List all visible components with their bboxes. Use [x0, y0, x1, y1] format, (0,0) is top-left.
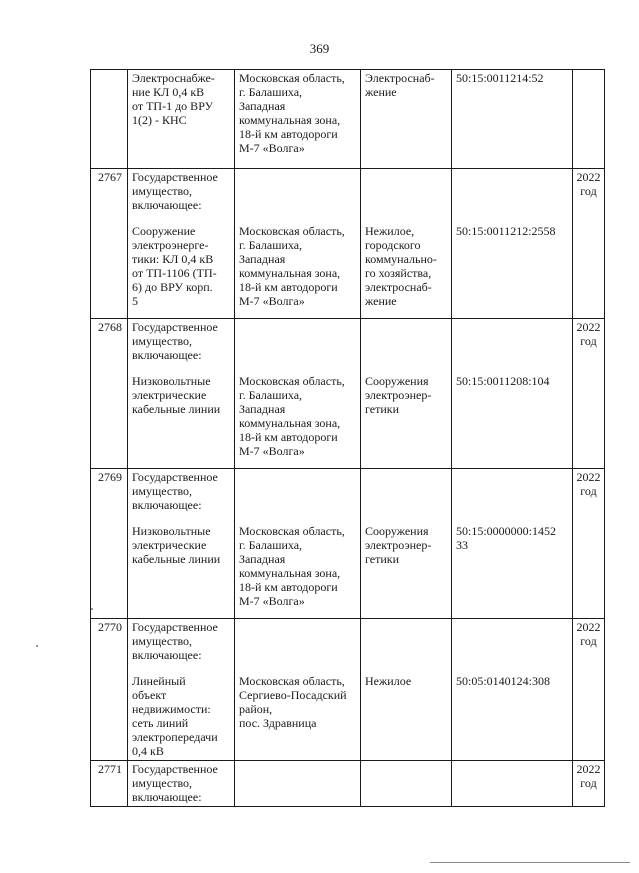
group-header: [132, 762, 230, 804]
object-name: [132, 374, 230, 416]
text-line: 1(2) - КНС: [132, 113, 187, 127]
page-number: 369: [309, 41, 330, 56]
text-line: включающее:: [132, 198, 202, 212]
purpose-cell: [361, 469, 452, 619]
object-name-cell: [128, 761, 235, 807]
text-line: коммунальная зона,: [239, 416, 341, 430]
scan-speck: [36, 645, 38, 647]
text-line: объект: [132, 688, 167, 702]
text-line: имущество,: [132, 484, 193, 498]
text-line: имущество,: [132, 334, 193, 348]
text-line: жение: [365, 294, 397, 308]
object-name-cell: [128, 169, 235, 319]
text-line: район,: [239, 702, 273, 716]
address-cell: [235, 761, 361, 807]
text-line: сеть линий: [132, 716, 189, 730]
text-line: гетики: [365, 402, 400, 416]
text-line: электроснаб-: [365, 280, 432, 294]
text-line: кабельные линии: [132, 402, 221, 416]
row-number-cell: 2768: [91, 319, 128, 469]
text-line: кабельные линии: [132, 552, 221, 566]
object-name: [132, 524, 230, 566]
cadastral-number-cell: [452, 319, 573, 469]
text-line: 5: [132, 294, 138, 308]
text-line: г. Балашиха,: [239, 85, 303, 99]
address-cell: [235, 169, 361, 319]
object-name-cell: [128, 469, 235, 619]
purpose-cell: [361, 70, 452, 169]
text-line: Московская область,: [239, 224, 345, 238]
text-line: электрические: [132, 538, 207, 552]
text-line: пос. Здравница: [239, 716, 317, 730]
text-line: М-7 «Волга»: [239, 294, 305, 308]
text-line: 2022: [576, 620, 601, 634]
address-cell: [235, 70, 361, 169]
group-header: [132, 170, 230, 212]
scan-edge-line: [430, 862, 630, 863]
text-line: Государственное: [132, 470, 218, 484]
text-line: М-7 «Волга»: [239, 444, 305, 458]
table-row: [91, 469, 605, 619]
text-line: коммунальная зона,: [239, 566, 341, 580]
object-name: [132, 224, 230, 308]
text-line: Западная: [239, 99, 286, 113]
year-cell: [573, 761, 605, 807]
text-line: Электроснабже-: [132, 71, 215, 85]
text-line: год: [580, 634, 597, 648]
text-line: г. Балашиха,: [239, 388, 303, 402]
text-line: Московская область,: [239, 674, 345, 688]
text-line: 18-й км автодороги: [239, 127, 338, 141]
text-line: Государственное: [132, 320, 218, 334]
text-line: включающее:: [132, 348, 202, 362]
text-line: год: [580, 334, 597, 348]
text-line: М-7 «Волга»: [239, 594, 305, 608]
purpose-cell: [361, 619, 452, 761]
text-line: электропередачи: [132, 730, 218, 744]
text-line: коммунально-: [365, 252, 437, 266]
text-line: Московская область,: [239, 374, 345, 388]
text-line: М-7 «Волга»: [239, 141, 305, 155]
text-line: гетики: [365, 552, 400, 566]
year-cell: [573, 619, 605, 761]
text-line: электрические: [132, 388, 207, 402]
property-registry-table: [90, 69, 605, 807]
object-name: [132, 674, 230, 758]
text-line: включающее:: [132, 790, 202, 804]
text-line: 2022: [576, 170, 601, 184]
text-line: 50:15:0011212:2558: [456, 224, 556, 238]
text-line: городского: [365, 238, 421, 252]
text-line: Электроснаб-: [365, 71, 435, 85]
group-header: [132, 620, 230, 662]
text-line: го хозяйства,: [365, 266, 432, 280]
text-line: 50:15:0000000:1452: [456, 524, 557, 538]
text-line: Нежилое: [365, 674, 412, 688]
cadastral-number-cell: [452, 619, 573, 761]
text-line: коммунальная зона,: [239, 266, 341, 280]
text-line: 33: [456, 538, 468, 552]
text-line: от ТП-1 до ВРУ: [132, 99, 214, 113]
year-cell: [573, 70, 605, 169]
text-line: электроэнер-: [365, 538, 432, 552]
row-number-cell: 2770: [91, 619, 128, 761]
text-line: 2022: [576, 762, 601, 776]
text-line: имущество,: [132, 184, 193, 198]
group-header: [132, 470, 230, 512]
table-row: [91, 319, 605, 469]
scan-speck: [91, 608, 93, 610]
text-line: имущество,: [132, 776, 193, 790]
text-line: 6) до ВРУ корп.: [132, 280, 213, 294]
row-number-cell: 2771: [91, 761, 128, 807]
text-line: Государственное: [132, 170, 218, 184]
text-line: включающее:: [132, 498, 202, 512]
purpose-cell: [361, 319, 452, 469]
text-line: Сооружения: [365, 524, 429, 538]
text-line: Западная: [239, 552, 286, 566]
text-line: Сооружения: [365, 374, 429, 388]
group-header: [132, 320, 230, 362]
object-name-cell: [128, 70, 235, 169]
text-line: год: [580, 184, 597, 198]
object-name-cell: [128, 319, 235, 469]
text-line: Московская область,: [239, 71, 345, 85]
table-row: [91, 619, 605, 761]
address-cell: [235, 469, 361, 619]
text-line: год: [580, 776, 597, 790]
row-number-cell: [91, 70, 128, 169]
row-number-cell: 2767: [91, 169, 128, 319]
text-line: Низковольтные: [132, 524, 211, 538]
text-line: г. Балашиха,: [239, 538, 303, 552]
text-line: имущество,: [132, 634, 193, 648]
purpose-cell: [361, 761, 452, 807]
object-name-cell: [128, 619, 235, 761]
text-line: коммунальная зона,: [239, 113, 341, 127]
text-line: включающее:: [132, 648, 202, 662]
text-line: электроэнер-: [365, 388, 432, 402]
text-line: ние КЛ 0,4 кВ: [132, 85, 205, 99]
text-line: 0,4 кВ: [132, 744, 164, 758]
text-line: 50:15:0011214:52: [456, 71, 544, 85]
text-line: 50:05:0140124:308: [456, 674, 551, 688]
year-cell: [573, 319, 605, 469]
text-line: 2022: [576, 320, 601, 334]
text-line: г. Балашиха,: [239, 238, 303, 252]
cadastral-number-cell: [452, 469, 573, 619]
text-line: Низковольтные: [132, 374, 211, 388]
text-line: Московская область,: [239, 524, 345, 538]
table-row: [91, 169, 605, 319]
text-line: Нежилое,: [365, 224, 415, 238]
table-row: [91, 761, 605, 807]
cadastral-number-cell: [452, 70, 573, 169]
year-cell: [573, 469, 605, 619]
table-row: [91, 70, 605, 169]
text-line: год: [580, 484, 597, 498]
text-line: электроэнерге-: [132, 238, 209, 252]
text-line: 18-й км автодороги: [239, 580, 338, 594]
cadastral-number-cell: [452, 761, 573, 807]
text-line: Государственное: [132, 762, 218, 776]
text-line: от ТП-1106 (ТП-: [132, 266, 217, 280]
text-line: жение: [365, 85, 397, 99]
text-line: Западная: [239, 252, 286, 266]
text-line: Сооружение: [132, 224, 196, 238]
text-line: Линейный: [132, 674, 186, 688]
purpose-cell: [361, 169, 452, 319]
text-line: тики: КЛ 0,4 кВ: [132, 252, 214, 266]
text-line: Сергиево-Посадский: [239, 688, 347, 702]
text-line: 2022: [576, 470, 601, 484]
text-line: Государственное: [132, 620, 218, 634]
text-line: 18-й км автодороги: [239, 430, 338, 444]
text-line: 50:15:0011208:104: [456, 374, 550, 388]
row-number-cell: 2769: [91, 469, 128, 619]
text-line: Западная: [239, 402, 286, 416]
address-cell: [235, 619, 361, 761]
cadastral-number-cell: [452, 169, 573, 319]
year-cell: [573, 169, 605, 319]
text-line: 18-й км автодороги: [239, 280, 338, 294]
address-cell: [235, 319, 361, 469]
text-line: недвижимости:: [132, 702, 211, 716]
